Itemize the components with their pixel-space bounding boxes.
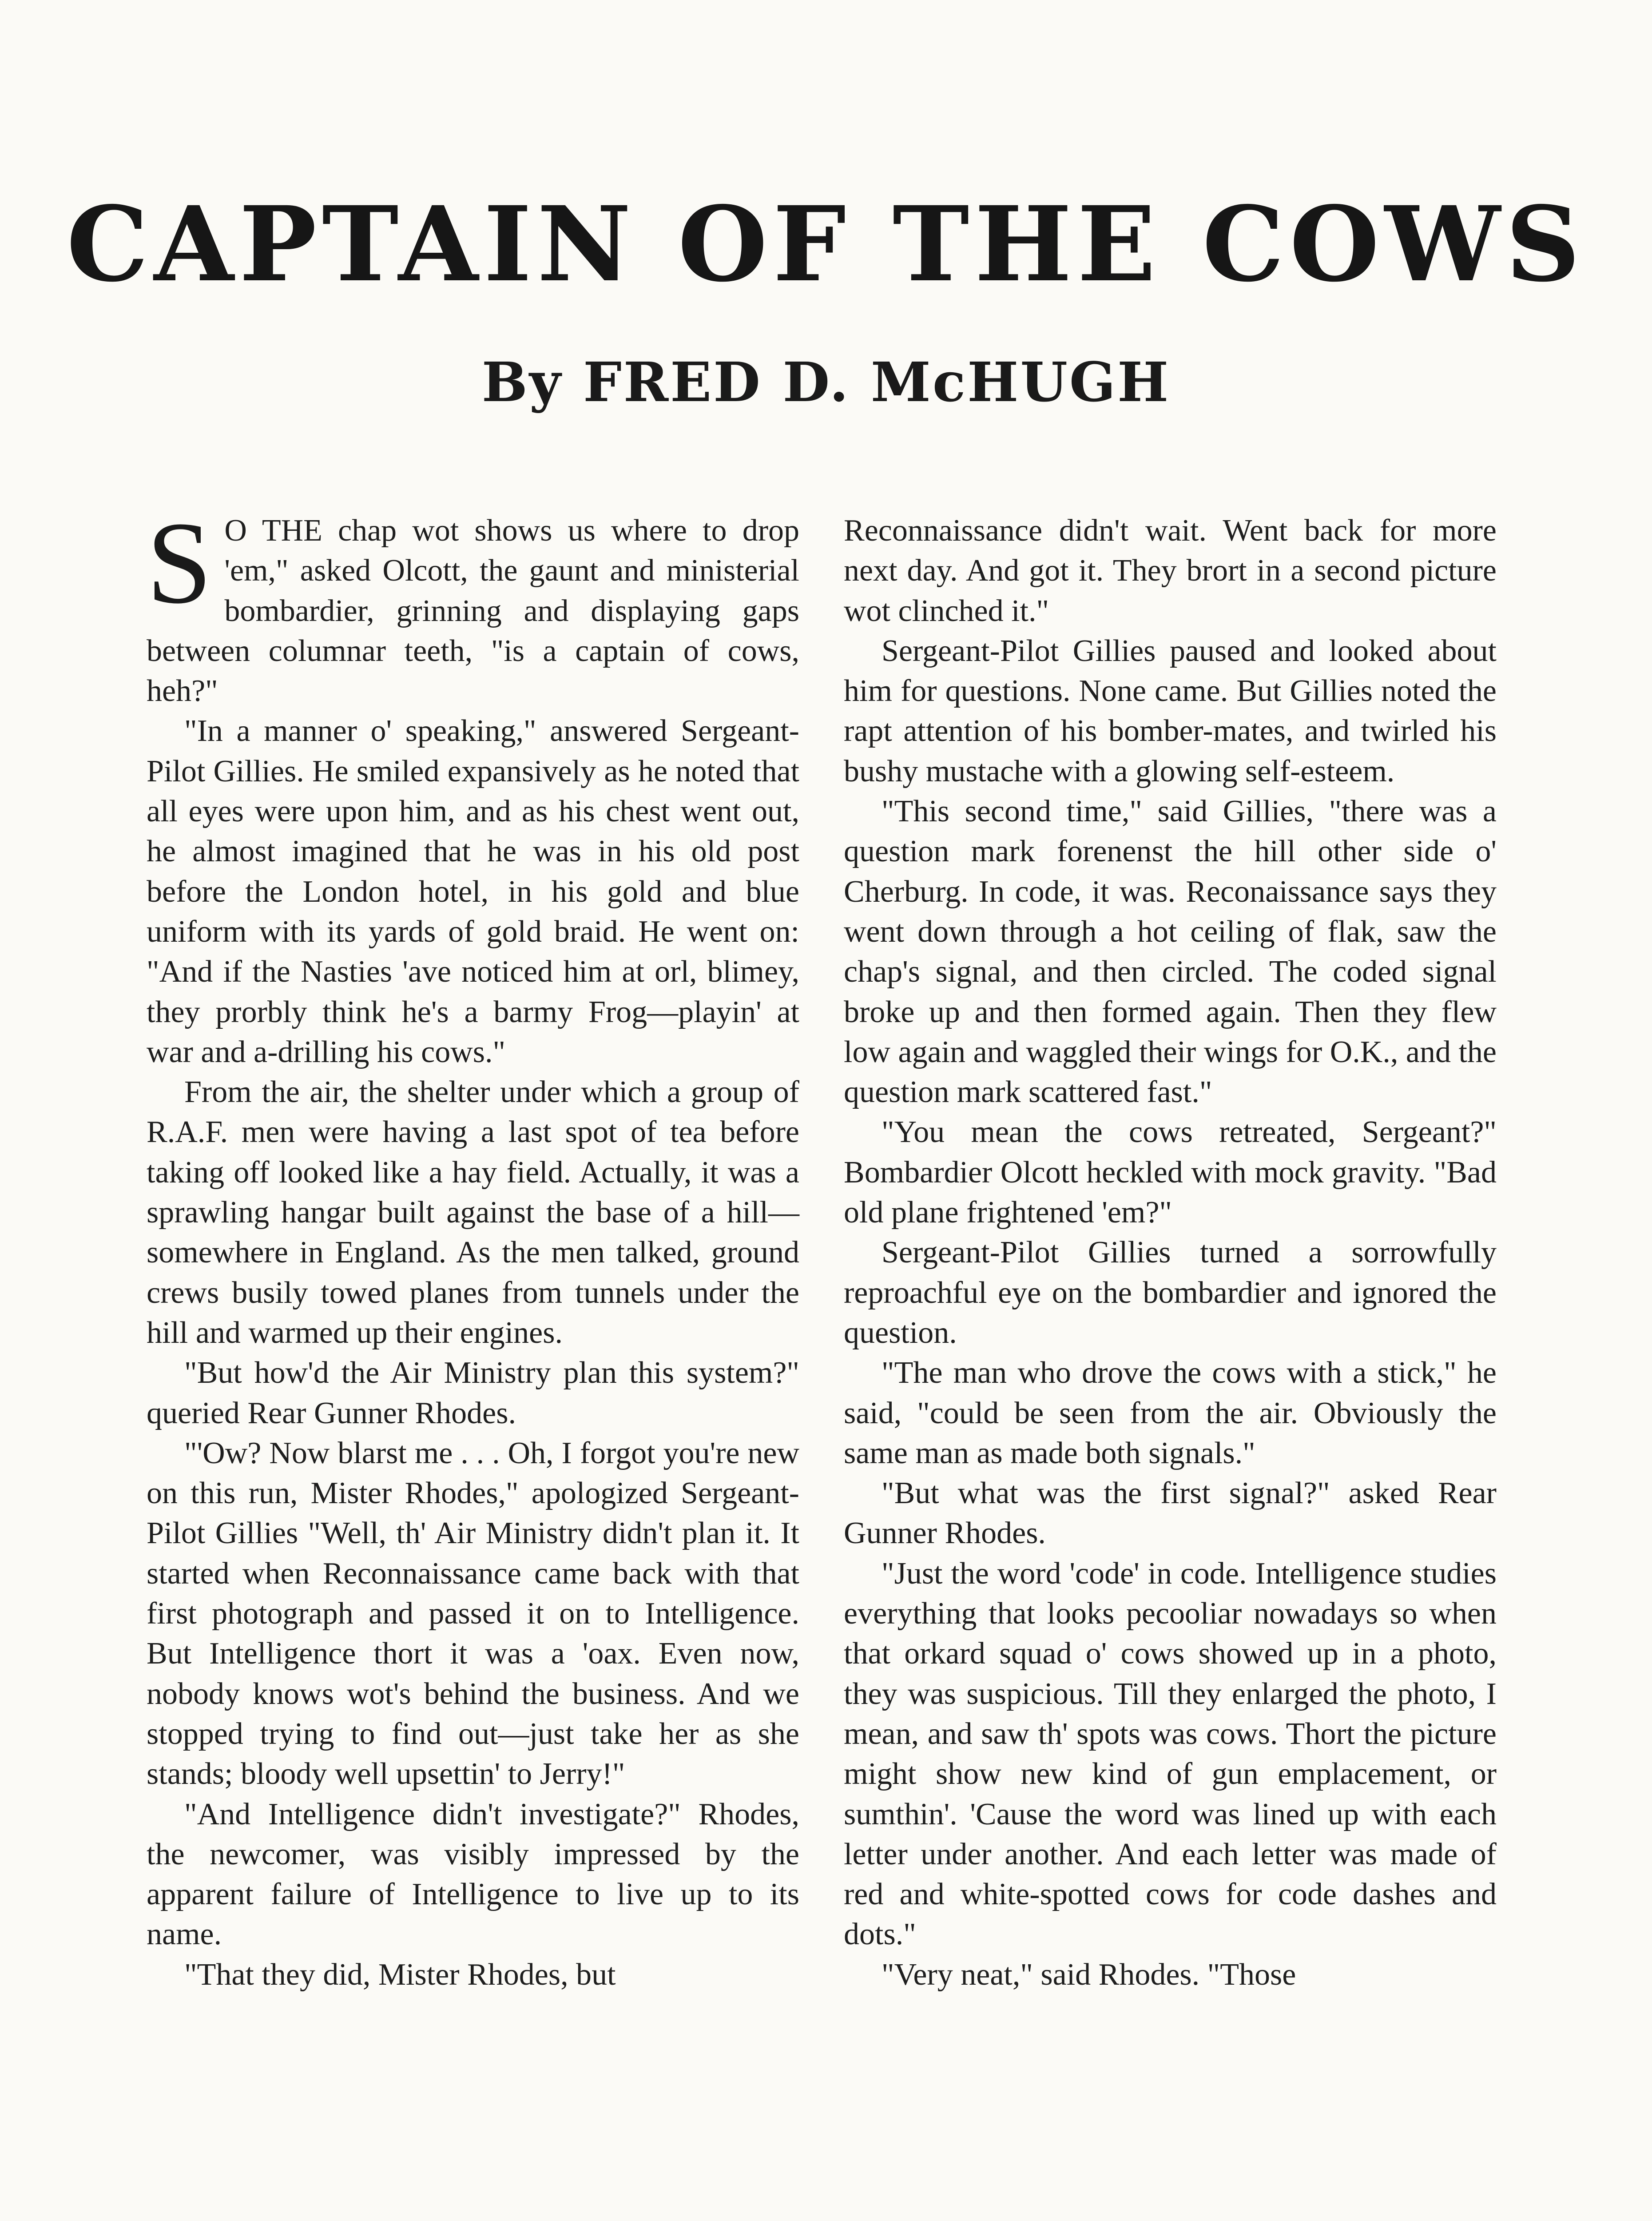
story-title: CAPTAIN OF THE COWS	[66, 183, 1586, 305]
paragraph: "Very neat," said Rhodes. "Those	[882, 1957, 1296, 1992]
paragraph	[147, 498, 799, 711]
paragraph: "The man who drove the cows with a stick," he said, "could be seen from the air. Obviously the same man as made both signals."	[844, 1356, 1497, 1470]
paragraph-text: O THE chap wot shows us where to drop 'em," asked Olcott, the gaunt and ministerial bombardier, grinning and displaying gaps between columnar teeth, "is a captain of cows, heh?"	[147, 513, 799, 708]
paragraph: Sergeant-Pilot Gillies turned a sorrowfully reproachful eye on the bombardier and ignored the question.	[844, 1235, 1497, 1350]
paragraph: "This second time," said Gillies, "there was a question mark forenenst the hill other side o' Cherburg. In code, it was. Reconaissance says they went down through a hot ceiling of flak, saw the chap's signal, and then circled. The coded signal broke up and then formed again. Then they flew low again and waggled their wings for O.K., and the question mark scattered fast."	[844, 794, 1497, 1110]
paragraph: Reconnaissance didn't wait. Went back for more next day. And got it. They brort in a second picture wot clinched it."	[844, 513, 1497, 628]
paragraph: "Just the word 'code' in code. Intelligence studies everything that looks pecooliar nowadays so when that orkard squad o' cows showed up in a photo, they was suspicious. Till they enlarged the photo, I mean, and saw th' spots was cows. Thort the picture might show new kind of gun emplacement, or sumthin'. 'Cause the word was lined up with each letter under another. And each letter was made of red and white-spotted cows for code dashes and dots."	[844, 1556, 1497, 1952]
paragraph: "That they did, Mister Rhodes, but	[184, 1957, 616, 1992]
drop-cap: S	[147, 498, 212, 628]
paragraph: "'Ow? Now blarst me . . . Oh, I forgot you're new on this run, Mister Rhodes," apologized Sergeant-Pilot Gillies "Well, th' Air Ministry didn't plan it. It started when Reconnaissance came back with that first photograph and passed it on to Intelligence. But Intelligence thort it was a 'oax. Even now, nobody knows wot's behind the business. And we stopped trying to find out—just take her as she stands; bloody well upsettin' to Jerry!"	[147, 1436, 799, 1791]
paragraph: Sergeant-Pilot Gillies paused and looked about him for questions. None came. But Gillies noted the rapt attention of his bomber-mates, and twirled his bushy mustache with a glowing self-esteem.	[844, 633, 1497, 788]
paragraph: "And Intelligence didn't investigate?" Rhodes, the newcomer, was visibly impressed by the apparent failure of Intelligence to live up to its name.	[147, 1797, 799, 1952]
paragraph: "But what was the first signal?" asked Rear Gunner Rhodes.	[844, 1476, 1497, 1551]
paragraph: From the air, the shelter under which a group of R.A.F. men were having a last spot of tea before taking off looked like a hay field. Actually, it was a sprawling hangar built against the base of a hill—somewhere in England. As the men talked, ground crews busily towed planes from tunnels under the hill and warmed up their engines.	[147, 1075, 799, 1350]
story-byline: By FRED D. McHUGH	[481, 350, 1171, 414]
paragraph: "You mean the cows retreated, Sergeant?" Bombardier Olcott heckled with mock gravity. "Bad old plane frightened 'em?"	[844, 1115, 1497, 1230]
left-column	[147, 498, 799, 1995]
paragraph: "In a manner o' speaking," answered Sergeant-Pilot Gillies. He smiled expansively as he noted that all eyes were upon him, and as his chest went out, he almost imagined that he was in his old post before the London hotel, in his gold and blue uniform with its yards of gold braid. He went on: "And if the Nasties 'ave noticed him at orl, blimey, they prorbly think he's a barmy Frog—playin' at war and a-drilling his cows."	[147, 714, 799, 1069]
right-column	[844, 511, 1497, 1995]
paragraph: "But how'd the Air Ministry plan this system?" queried Rear Gunner Rhodes.	[147, 1356, 799, 1430]
